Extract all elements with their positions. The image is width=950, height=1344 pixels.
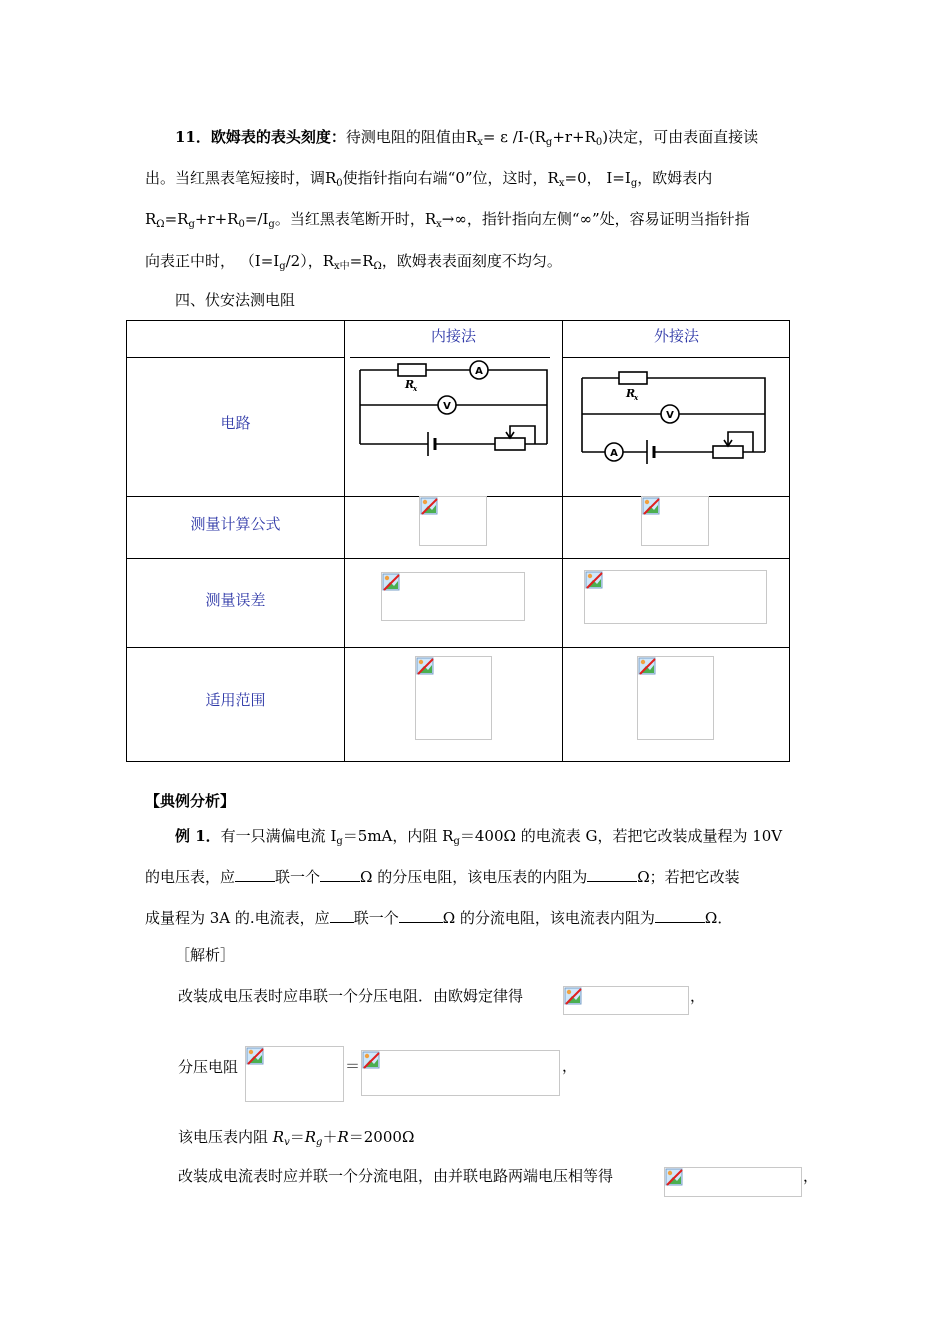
section11-line4: [145, 251, 562, 277]
subscript: x: [477, 137, 483, 148]
text-span: =R: [349, 252, 374, 270]
broken-image-icon: [420, 497, 438, 515]
blank-field: [330, 908, 354, 923]
table-divider: [126, 647, 790, 648]
formula-outer-image: [641, 496, 709, 546]
text-span: ＝5mA，内阻 R: [342, 827, 454, 845]
row-label-error: 测量误差: [205, 591, 266, 609]
rx-label: R: [405, 378, 415, 391]
text-span: 联一个: [275, 868, 321, 886]
inner-circuit-diagram: [350, 360, 555, 470]
range-inner-image: [415, 656, 492, 740]
subscript: 0: [336, 178, 343, 189]
resistor-rx: [398, 364, 426, 376]
text-span: Ω．: [704, 909, 733, 927]
text-span: 使指针指向右端“0”位，这时，R: [342, 169, 559, 187]
section11-line2: [145, 168, 712, 194]
blank-field: [399, 908, 443, 923]
section11-line3: [145, 209, 750, 235]
subscript: g: [316, 1137, 323, 1148]
example-line2: [145, 867, 740, 887]
subscript: 0: [595, 137, 603, 148]
ohm-law-formula-image: [563, 986, 689, 1015]
text-span: = ε /I-(R: [482, 128, 546, 146]
subscript: Ω: [373, 261, 382, 272]
table-divider: [350, 357, 550, 358]
row-label-range: 适用范围: [205, 691, 266, 709]
rx-sub-label: x: [413, 384, 418, 393]
analysis-line3: [178, 1127, 414, 1153]
section4-title: 四、伏安法测电阻: [175, 291, 296, 309]
math-var: R: [272, 1128, 285, 1146]
row-label-formula: 测量计算公式: [190, 515, 281, 533]
subscript: g: [268, 219, 275, 230]
punctuation: ，: [803, 1167, 819, 1185]
broken-image-icon: [362, 1051, 380, 1069]
subscript: g: [336, 836, 343, 847]
text-span: +r+R: [552, 128, 596, 146]
text-span: 出。当红黑表笔短接时，调R: [145, 169, 337, 187]
table-divider: [126, 558, 790, 559]
math-var: R: [304, 1128, 317, 1146]
text-span: =/I: [244, 210, 269, 228]
text-span: =0， I=I: [564, 169, 631, 187]
text-span: ＝2000Ω: [348, 1128, 415, 1146]
blank-field: [655, 908, 705, 923]
subscript: x中: [334, 261, 350, 272]
blank-field: [235, 867, 275, 882]
error-outer-image: [584, 570, 767, 624]
text-span: ＝: [289, 1128, 305, 1146]
table-divider: [562, 357, 790, 358]
math-var: R: [337, 1128, 349, 1146]
subscript: Ω: [156, 219, 165, 230]
text-span: ，欧姆表表面刻度不均匀。: [381, 252, 562, 270]
example-line3: [145, 908, 732, 928]
text-span: 向表正中时， （I=I: [145, 252, 280, 270]
subscript: g: [453, 836, 460, 847]
blank-field: [587, 867, 637, 882]
text-span: ，欧姆表内: [637, 169, 713, 187]
range-outer-image: [637, 656, 714, 740]
outer-circuit-diagram: [575, 368, 775, 468]
example-line1: [175, 826, 782, 852]
text-span: /2），R: [285, 252, 335, 270]
resistor-rx: [619, 372, 647, 384]
analysis-line1: [178, 986, 523, 1006]
example-label: 例 1．: [175, 827, 221, 845]
text-span: +r+R: [194, 210, 239, 228]
ammeter-label: A: [610, 448, 618, 459]
subscript: 0: [238, 219, 245, 230]
rheostat: [713, 446, 743, 458]
text-span: 的电压表，应: [145, 868, 236, 886]
table-divider: [344, 320, 345, 762]
table-divider: [562, 320, 563, 762]
header-inner-connection: 内接法: [430, 327, 476, 345]
row-label-circuit: 电路: [220, 414, 251, 432]
table-divider: [126, 357, 345, 358]
subscript: x: [558, 178, 565, 189]
parallel-voltage-formula-image: [664, 1167, 802, 1197]
voltmeter-label: V: [666, 410, 674, 421]
rheostat: [495, 438, 525, 450]
divider-resistance-formula-image: [245, 1046, 344, 1102]
divider-resistance-value-image: [361, 1050, 560, 1096]
text-span: ＋: [322, 1128, 338, 1146]
text-span: 成量程为 3A 的.电流表，应: [145, 909, 330, 927]
broken-image-icon: [246, 1047, 264, 1065]
punctuation: ，: [690, 987, 706, 1005]
subscript: g: [279, 261, 286, 272]
analysis-label: ［解析］: [175, 946, 236, 964]
rx-sub-label: x: [634, 393, 639, 402]
text-span: 该电压表内阻: [178, 1128, 273, 1146]
ammeter-label: A: [475, 366, 483, 377]
analysis-line4: [178, 1166, 613, 1186]
text-span: Ω；若把它改装: [637, 868, 740, 886]
text-span: 分压电阻: [178, 1058, 239, 1076]
broken-image-icon: [585, 571, 603, 589]
rx-label: R: [626, 387, 636, 400]
text-span: 有一只满偏电流 I: [220, 827, 337, 845]
error-inner-image: [381, 572, 525, 621]
broken-image-icon: [642, 497, 660, 515]
section11-line1: [175, 127, 758, 153]
blank-field: [320, 867, 360, 882]
text-span: →∞，指针指向左侧“∞”处，容易证明当指针指: [441, 210, 750, 228]
subscript: v: [284, 1137, 290, 1148]
broken-image-icon: [564, 987, 582, 1005]
subscript: x: [436, 219, 442, 230]
broken-image-icon: [665, 1168, 683, 1186]
text-span: Ω 的分流电阻，该电流表内阻为: [442, 909, 655, 927]
broken-image-icon: [416, 657, 434, 675]
text-span: 改装成电流表时应并联一个分流电阻，由并联电路两端电压相等得: [178, 1167, 614, 1185]
analysis-line2: [178, 1057, 238, 1077]
formula-inner-image: [419, 496, 487, 546]
text-span: 。当红黑表笔断开时，R: [274, 210, 437, 228]
text-span: )决定，可由表面直接读: [602, 128, 759, 146]
voltmeter-label: V: [443, 401, 451, 412]
equals-sign: ＝: [345, 1057, 361, 1075]
punctuation: ，: [562, 1057, 578, 1075]
text-span: 联一个: [353, 909, 399, 927]
subscript: g: [630, 178, 638, 189]
text-span: R: [145, 210, 157, 228]
section11-number: 11．: [175, 128, 211, 146]
text-span: Ω 的分压电阻，该电压表的内阻为: [360, 868, 588, 886]
example-heading: 【典例分析】: [145, 792, 236, 810]
header-outer-connection: 外接法: [653, 327, 699, 345]
broken-image-icon: [638, 657, 656, 675]
section11-title: 欧姆表的表头刻度：: [210, 128, 346, 146]
text-span: =R: [164, 210, 189, 228]
subscript: g: [545, 137, 553, 148]
broken-image-icon: [382, 573, 400, 591]
subscript: g: [188, 219, 195, 230]
text-span: 改装成电压表时应串联一个分压电阻．由欧姆定律得: [178, 987, 524, 1005]
text-span: 待测电阻的阻值由R: [345, 128, 478, 146]
text-span: ＝400Ω 的电流表 G，若把它改装成量程为 10V: [459, 827, 783, 845]
